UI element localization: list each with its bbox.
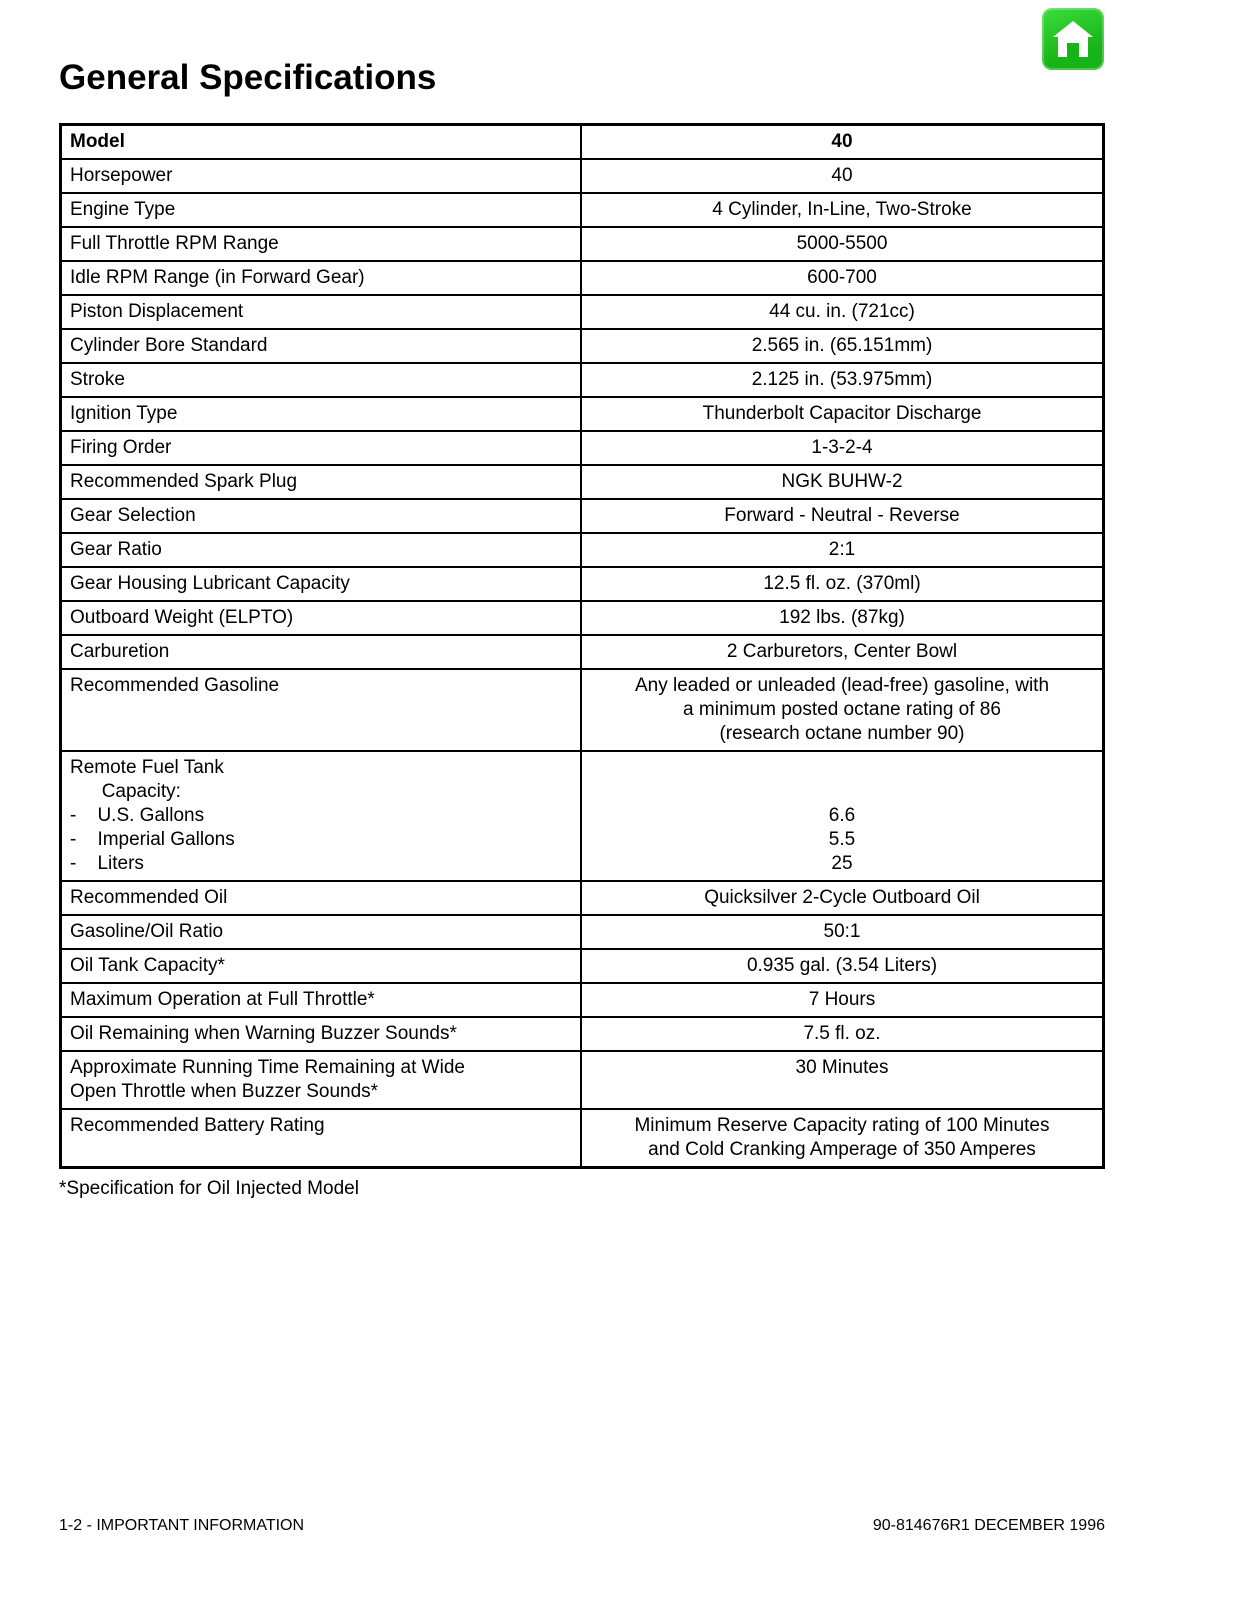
spec-value-cell: 2 Carburetors, Center Bowl: [726, 641, 958, 662]
spec-label-cell: Recommended Oil: [62, 882, 582, 914]
table-row: [62, 1050, 1102, 1108]
table-row: [62, 1016, 1102, 1050]
spec-label-cell: Model: [62, 126, 582, 158]
spec-label-cell: Approximate Running Time Remaining at Wide Open Throttle when Buzzer Sounds*: [62, 1052, 582, 1108]
spec-label-cell: Recommended Gasoline: [62, 670, 582, 750]
table-row: [62, 362, 1102, 396]
spec-label-cell: Carburetion: [62, 636, 582, 668]
spec-label-cell: Cylinder Bore Standard: [62, 330, 582, 362]
spec-label-cell: Piston Displacement: [62, 296, 582, 328]
spec-label-cell: Oil Remaining when Warning Buzzer Sounds*: [62, 1018, 582, 1050]
spec-value-cell: 4 Cylinder, In-Line, Two-Stroke: [712, 199, 972, 220]
table-row: [62, 566, 1102, 600]
spec-value-cell: Thunderbolt Capacitor Discharge: [702, 403, 982, 424]
spec-value-cell: 40: [831, 131, 853, 152]
spec-value-cell: Any leaded or unleaded (lead-free) gasoline, with a minimum posted octane rating of 86 (research octane number 90): [634, 675, 1050, 744]
spec-label-cell: Full Throttle RPM Range: [62, 228, 582, 260]
spec-value-cell: 30 Minutes: [795, 1057, 889, 1078]
spec-label-cell: Gear Selection: [62, 500, 582, 532]
table-row: [62, 668, 1102, 750]
spec-label-cell: Engine Type: [62, 194, 582, 226]
spec-label-cell: Remote Fuel Tank Capacity: - U.S. Gallons - Imperial Gallons - Liters: [62, 752, 582, 880]
spec-label-cell: Stroke: [62, 364, 582, 396]
footnote: *Specification for Oil Injected Model: [59, 1178, 359, 1199]
spec-value-cell: 50:1: [823, 921, 861, 942]
spec-label-cell: Oil Tank Capacity*: [62, 950, 582, 982]
spec-label-cell: Gasoline/Oil Ratio: [62, 916, 582, 948]
spec-label-cell: Idle RPM Range (in Forward Gear): [62, 262, 582, 294]
spec-value-cell: Quicksilver 2-Cycle Outboard Oil: [704, 887, 980, 908]
spec-value-cell: 0.935 gal. (3.54 Liters): [746, 955, 938, 976]
table-row: [62, 982, 1102, 1016]
spec-value-cell: 7 Hours: [808, 989, 876, 1010]
spec-value-cell: NGK BUHW-2: [781, 471, 903, 492]
spec-label-cell: Horsepower: [62, 160, 582, 192]
table-row: [62, 126, 1102, 158]
spec-value-cell: 192 lbs. (87kg): [779, 607, 905, 628]
spec-label-cell: Gear Housing Lubricant Capacity: [62, 568, 582, 600]
footer-doc-number: 90-814676R1 DECEMBER 1996: [872, 1517, 1105, 1534]
table-row: [62, 750, 1102, 880]
spec-table: [59, 123, 1105, 1169]
table-row: [62, 634, 1102, 668]
spec-value-cell: 5000-5500: [796, 233, 888, 254]
table-row: [62, 328, 1102, 362]
table-row: [62, 226, 1102, 260]
spec-label-cell: Gear Ratio: [62, 534, 582, 566]
spec-value-cell: Forward - Neutral - Reverse: [724, 505, 960, 526]
spec-value-cell: 12.5 fl. oz. (370ml): [763, 573, 921, 594]
spec-value-cell: 2:1: [828, 539, 856, 560]
spec-value-cell: 44 cu. in. (721cc): [769, 301, 915, 322]
footer-page-label: 1-2 - IMPORTANT INFORMATION: [59, 1517, 305, 1534]
spec-label-cell: Maximum Operation at Full Throttle*: [62, 984, 582, 1016]
table-row: [62, 294, 1102, 328]
spec-value-cell: 2.565 in. (65.151mm): [751, 335, 933, 356]
table-row: [62, 1108, 1102, 1166]
page-footer: [59, 1517, 1105, 1535]
page-title: General Specifications: [59, 58, 437, 97]
spec-value-cell: 6.6 5.5 25: [828, 805, 856, 874]
table-row: [62, 948, 1102, 982]
spec-value-cell: 600-700: [807, 267, 877, 288]
home-icon[interactable]: [1042, 8, 1104, 70]
table-row: [62, 532, 1102, 566]
spec-value-cell: 1-3-2-4: [811, 437, 873, 458]
table-row: [62, 430, 1102, 464]
table-row: [62, 158, 1102, 192]
table-row: [62, 498, 1102, 532]
spec-label-cell: Outboard Weight (ELPTO): [62, 602, 582, 634]
table-row: [62, 880, 1102, 914]
spec-value-cell: 40: [831, 165, 853, 186]
spec-value-cell: Minimum Reserve Capacity rating of 100 Minutes and Cold Cranking Amperage of 350 Amperes: [634, 1115, 1050, 1160]
table-row: [62, 464, 1102, 498]
spec-value-cell: 2.125 in. (53.975mm): [751, 369, 933, 390]
spec-label-cell: Recommended Spark Plug: [62, 466, 582, 498]
spec-label-cell: Recommended Battery Rating: [62, 1110, 582, 1166]
table-row: [62, 192, 1102, 226]
spec-label-cell: Ignition Type: [62, 398, 582, 430]
spec-value-cell: 7.5 fl. oz.: [803, 1023, 881, 1044]
house-glyph: [1051, 17, 1095, 61]
spec-label-cell: Firing Order: [62, 432, 582, 464]
table-row: [62, 396, 1102, 430]
table-row: [62, 914, 1102, 948]
table-row: [62, 600, 1102, 634]
table-row: [62, 260, 1102, 294]
